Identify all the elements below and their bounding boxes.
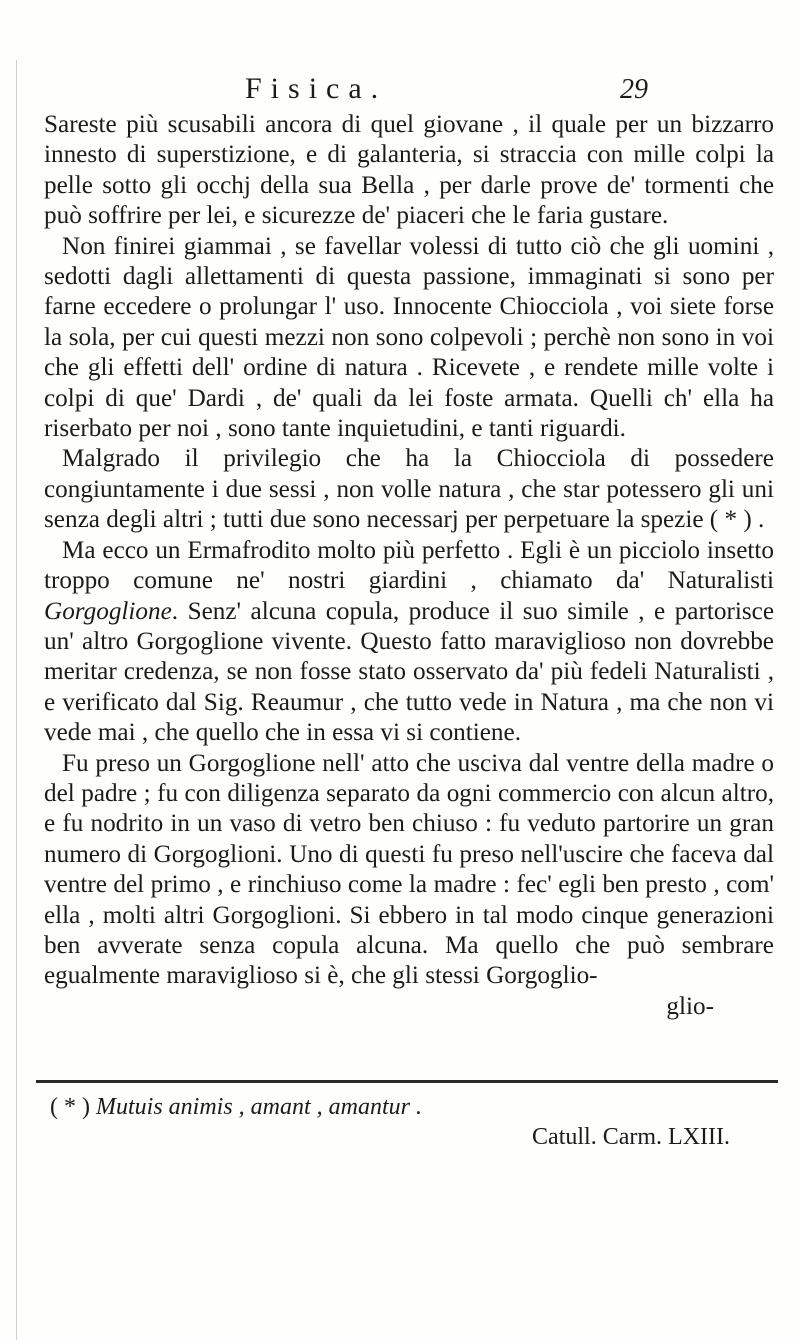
main-text	[44, 110, 774, 1022]
paragraph: Non finirei giammai , se favellar volessi di tutto ciò che gli uomini , sedotti dagli allettamenti di questa passione, immaginati si sono per farne eccedere o prolungar l' uso. Innocente Chiocciola , voi siete forse la sola, per cui questi mezzi non sono colpevoli ; perchè non sono in voi che gli effetti dell' ordine di natura . Ricevete , e rendete mille volte i colpi di que' Dardi , de' quali da lei foste armata. Quelli ch' ella ha riserbato per noi , sono tante inquietudini, e tanti riguardi.	[44, 232, 774, 443]
italic-term: Gorgoglione	[44, 597, 172, 625]
footnote	[50, 1092, 770, 1152]
footnote-quote: Mutuis animis , amant , amantur .	[95, 1094, 422, 1120]
page-edge-line	[16, 60, 17, 1340]
footnote-source: Catull. Carm. LXIII.	[532, 1124, 730, 1150]
running-header	[0, 72, 800, 112]
page-number: 29	[620, 74, 648, 105]
header-title: Fisica.	[245, 72, 388, 105]
paragraph: Ma ecco un Ermafrodito molto più perfetto . Egli è un picciolo insetto troppo comune ne' nostri giardini , chiamato da' Naturalisti Gorgoglione. Senz' alcuna copula, produce il suo simile , e partorisce un' altro Gorgoglione vivente. Questo fatto maraviglioso non dovrebbe meritar credenza, se non fosse stato osservato da' più fedeli Naturalisti , e verificato dal Sig. Reaumur , che tutto vede in Natura , ma che non vi vede mai , che quello che in essa vi si contiene.	[44, 536, 774, 747]
footnote-rule	[36, 1080, 778, 1083]
catchword: glio-	[666, 992, 714, 1020]
paragraph: Sareste più scusabili ancora di quel giovane , il quale per un bizzarro innesto di superstizione, e di galanteria, si straccia con mille colpi la pelle sotto gli occhj della sua Bella , per darle prove de' tormenti che può soffrire per lei, e sicurezze de' piaceri che le faria gustare.	[44, 111, 774, 230]
paragraph: Fu preso un Gorgoglione nell' atto che usciva dal ventre della madre o del padre ; fu con diligenza separato da ogni commercio con alcun altro, e fu nodrito in un vaso di vetro ben chiuso : fu veduto partorire un gran numero di Gorgoglioni. Uno di questi fu preso nell'uscire che faceva dal ventre del primo , e rinchiuso come la madre : fec' egli ben presto , com' ella , molti altri Gorgoglioni. Si ebbero in tal modo cinque generazioni ben avverate senza copula alcuna. Ma quello che può sembrare egualmente maraviglioso si è, che gli stessi Gorgoglio-	[44, 749, 774, 990]
footnote-marker: ( * )	[50, 1094, 90, 1120]
paragraph: Malgrado il privilegio che ha la Chiocciola di possedere congiuntamente i due sessi , non volle natura , che star potessero gli uni senza degli altri ; tutti due sono necessarj per perpetuare la spezie ( * ) .	[44, 445, 774, 534]
